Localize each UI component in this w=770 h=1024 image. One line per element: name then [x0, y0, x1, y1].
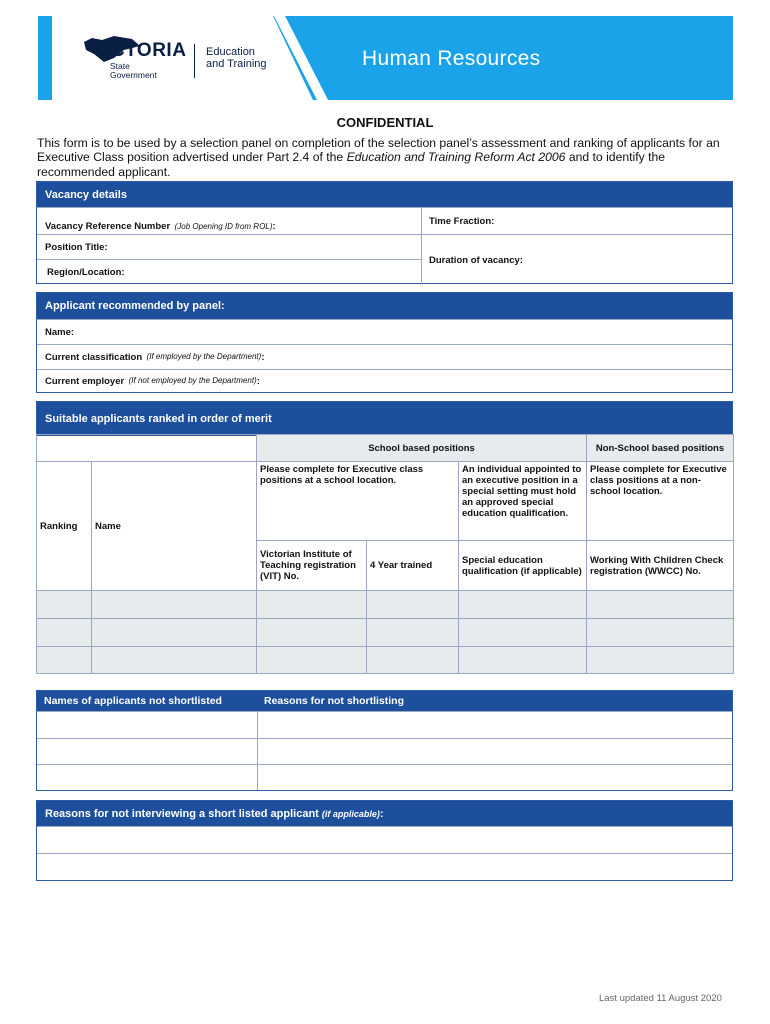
reason-line[interactable]: [37, 826, 732, 853]
wwcc-header: Working With Children Check registration (WWCC) No.: [587, 541, 734, 591]
vit-cell[interactable]: [257, 619, 367, 647]
wwcc-cell[interactable]: [587, 647, 734, 674]
name-cell[interactable]: [37, 765, 258, 790]
school-exec-note: Please complete for Executive class positions at a school location.: [257, 462, 459, 541]
section-header: Vacancy details: [37, 182, 732, 207]
applicant-recommended-section: [36, 292, 733, 393]
four-year-header: 4 Year trained: [367, 541, 459, 591]
logo-wordmark: VICTORIA: [92, 40, 187, 61]
act-name: Education and Training Reform Act 2006: [346, 150, 566, 165]
names-not-shortlisted-header: Names of applicants not shortlisted: [44, 695, 222, 707]
current-employer-field[interactable]: Current employer (If not employed by the Department) :: [37, 369, 732, 392]
merit-table: [36, 434, 734, 674]
time-fraction-field[interactable]: Time Fraction:: [429, 216, 495, 227]
table-row: [37, 711, 732, 738]
vacancy-ref-field[interactable]: Vacancy Reference Number (Job Opening ID from ROL):: [37, 208, 422, 234]
merit-section: [36, 401, 733, 435]
special-ed-cell[interactable]: [459, 647, 587, 674]
special-ed-header: Special education qualification (if applicable): [459, 541, 587, 591]
ranking-cell[interactable]: [37, 591, 92, 619]
blank-header-cell: [37, 435, 257, 462]
name-cell[interactable]: [92, 619, 257, 647]
name-cell[interactable]: [92, 591, 257, 619]
vit-cell[interactable]: [257, 591, 367, 619]
duration-field[interactable]: Duration of vacancy:: [429, 255, 523, 266]
section-header: Suitable applicants ranked in order of merit: [37, 402, 732, 436]
logo-subtitle: State Government: [110, 61, 157, 80]
position-title-field[interactable]: Position Title:: [37, 235, 421, 260]
reason-line[interactable]: [37, 853, 732, 880]
vacancy-details-section: [36, 181, 733, 284]
not-shortlisted-section: [36, 690, 733, 791]
table-row: [37, 619, 734, 647]
reason-cell[interactable]: [258, 739, 732, 764]
four-year-cell[interactable]: [367, 647, 459, 674]
confidential-heading: CONFIDENTIAL: [336, 115, 434, 130]
nonschool-note: Please complete for Executive class positions at a non-school location.: [587, 462, 734, 541]
ranking-cell[interactable]: [37, 619, 92, 647]
banner-title: Human Resources: [362, 47, 541, 70]
four-year-cell[interactable]: [367, 591, 459, 619]
section-header: Applicant recommended by panel:: [37, 293, 732, 319]
wwcc-cell[interactable]: [587, 591, 734, 619]
name-header: Name: [92, 462, 257, 591]
reason-cell[interactable]: [258, 765, 732, 790]
school-positions-header: School based positions: [257, 435, 587, 462]
logo-divider: [194, 44, 195, 78]
nonschool-positions-header: Non-School based positions: [587, 435, 734, 462]
table-row: [37, 764, 732, 790]
last-updated: Last updated 11 August 2020: [599, 993, 722, 1004]
intro-paragraph: This form is to be used by a selection panel on completion of the selection panel’s assessment and ranking of applicants for an Executive Class position advertised under Part 2.4 of the Education and Training Reform Act 2006 and to identify the recommended applicant.: [37, 136, 720, 179]
applicant-name-field[interactable]: Name:: [37, 319, 732, 344]
name-cell[interactable]: [37, 712, 258, 738]
name-cell[interactable]: [37, 739, 258, 764]
ranking-header: Ranking: [37, 462, 92, 591]
reason-cell[interactable]: [258, 712, 732, 738]
region-location-field[interactable]: Region/Location:: [47, 267, 125, 278]
vit-header: Victorian Institute of Teaching registration (VIT) No.: [257, 541, 367, 591]
not-interviewing-section: [36, 800, 733, 881]
vit-cell[interactable]: [257, 647, 367, 674]
department-name: Education and Training: [206, 46, 267, 70]
ranking-cell[interactable]: [37, 647, 92, 674]
reasons-not-shortlisting-header: Reasons for not shortlisting: [264, 695, 405, 707]
table-row: [37, 738, 732, 764]
wwcc-cell[interactable]: [587, 619, 734, 647]
current-classification-field[interactable]: Current classification (If employed by the Department) :: [37, 344, 732, 369]
four-year-cell[interactable]: [367, 619, 459, 647]
table-row: [37, 591, 734, 619]
table-row: [37, 647, 734, 674]
special-ed-cell[interactable]: [459, 591, 587, 619]
special-ed-cell[interactable]: [459, 619, 587, 647]
section-header: Reasons for not interviewing a short listed applicant (if applicable) :: [37, 801, 732, 826]
special-setting-note: An individual appointed to an executive position in a special setting must hold an approved special education qualification.: [459, 462, 587, 541]
name-cell[interactable]: [92, 647, 257, 674]
